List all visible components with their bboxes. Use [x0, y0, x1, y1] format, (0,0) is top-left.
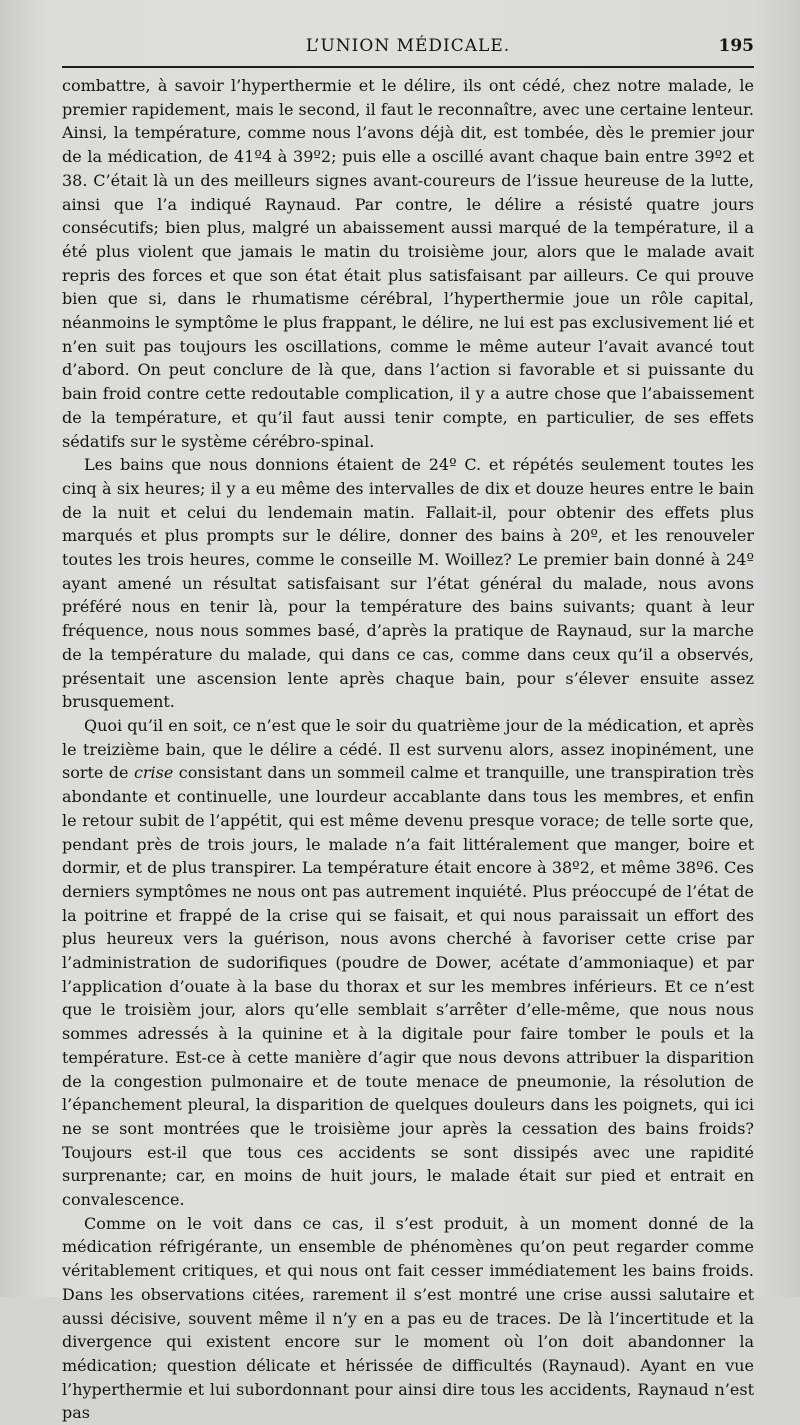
- article-body: [62, 74, 754, 1425]
- running-header: [62, 30, 754, 60]
- paragraph-continuation: combattre, à savoir l’hyperthermie et le délire, ils ont cédé, chez notre malade, le premier rapidement, mais le second, il faut le reconnaître, avec une certaine lenteur. Ainsi, la température, comme nous l’avons déjà dit, est tombée, dès le premier jour de la médication, de 41º4 à 39º2; puis elle a oscillé avant chaque bain entre 39º2 et 38. C’était là un des meilleurs signes avant-coureurs de l’issue heureuse de la lutte, ainsi que l’a indiqué Raynaud. Par contre, le délire a résisté quatre jours consécutifs; bien plus, malgré un abaissement aussi marqué de la température, il a été plus violent que jamais le matin du troisième jour, alors que le malade avait repris des forces et que son état était plus satisfaisant par ailleurs. Ce qui prouve bien que si, dans le rhumatisme cérébral, l’hyperthermie joue un rôle capital, néanmoins le symptôme le plus frappant, le délire, ne lui est pas exclusivement lié et n’en suit pas toujours les oscillations, comme le même auteur l’avait avancé tout d’abord. On peut conclure de là que, dans l’action si favorable et si puissante du bain froid contre cette redoutable complication, il y a autre chose que l’abaissement de la température, et qu’il faut aussi tenir compte, en particulier, de ses effets sédatifs sur le système cérébro-spinal.: [62, 76, 754, 451]
- paragraph-critical-phenomena: Comme on le voit dans ce cas, il s’est produit, à un moment donné de la médication réfrigérante, un ensemble de phénomènes qu’on peut regarder comme véritablement critiques, et qui nous ont fait cesser immédiatement les bains froids. Dans les observations citées, rarement il s’est montré une crise aussi salutaire et aussi décisive, souvent même il n’y en a pas eu de traces. De là l’incertitude et la divergence qui existent encore sur le moment où l’on doit abandonner la médication; question délicate et hérissée de difficultés (Raynaud). Ayant en vue l’hyperthermie et lui subordonnant pour ainsi dire tous les accidents, Raynaud n’est pas: [62, 1213, 754, 1423]
- page-number: 195: [718, 36, 754, 56]
- paragraph-crisis-after: consistant dans un sommeil calme et tranquille, une transpiration très abondante et continuelle, une lourdeur accablante dans tous les membres, et enfin le retour subit de l’appétit, qui est même devenu presque vorace; de telle sorte que, pendant près de trois jours, le malade n’a fait littéralement que manger, boire et dormir, et de plus transpirer. La température était encore à 38º2, et même 38º6. Ces derniers symptômes ne nous ont pas autrement inquiété. Plus préoccupé de l’état de la poitrine et frappé de la crise qui se faisait, et qui nous paraissait un effort des plus heureux vers la guérison, nous avons cherché à favoriser cette crise par l’administration de sudorifiques (poudre de Dower, acétate d’ammoniaque) et par l’application d’ouate à la base du thorax et sur les membres inférieurs. Et ce n’est que le troisièm jour, alors qu’elle semblait s’arrêter d’elle-même, que nous nous sommes adressés à la quinine et à la digitale pour faire tomber le pouls et la température. Est-ce à cette manière d’agir que nous devons attribuer la disparition de la congestion pulmonaire et de toute menace de pneumonie, la résolution de l’épanchement pleural, la disparition de quelques douleurs dans les poignets, qui ici ne se sont montrées que le troisième jour après la cessation des bains froids? Toujours est-il que tous ces accidents se sont dissipés avec une rapidité surprenante; car, en moins de huit jours, le malade était sur pied et entrait en convalescence.: [62, 763, 754, 1210]
- paragraph-crisis-before: Quoi qu’il en soit, ce n’est que le soir du quatrième jour de la médication, et après le treizième bain, que le délire a cédé. Il est survenu alors, assez inopinément, une sorte de: [62, 715, 754, 783]
- running-title: L’UNION MÉDICALE.: [305, 36, 511, 56]
- paragraph-crisis: [62, 714, 754, 1212]
- header-rule: [62, 66, 754, 68]
- emphasis-crise: crise: [133, 763, 174, 783]
- paragraph-baths: Les bains que nous donnions étaient de 24º C. et répétés seulement toutes les cinq à six heures; il y a eu même des intervalles de dix et douze heures entre le bain de la nuit et celui du lendemain matin. Fallait-il, pour obtenir des effets plus marqués et plus prompts sur le délire, donner des bains à 20º, et les renouveler toutes les trois heures, comme le conseille M. Woillez? Le premier bain donné à 24º ayant amené un résultat satisfaisant sur l’état général du malade, nous avons préféré nous en tenir là, pour la température des bains suivants; quant à leur fréquence, nous nous sommes basé, d’après la pratique de Raynaud, sur la marche de la température du malade, qui dans ce cas, comme dans ceux qu’il a observés, présentait une ascension lente après chaque bain, pour s’élever ensuite assez brusquement.: [62, 455, 754, 712]
